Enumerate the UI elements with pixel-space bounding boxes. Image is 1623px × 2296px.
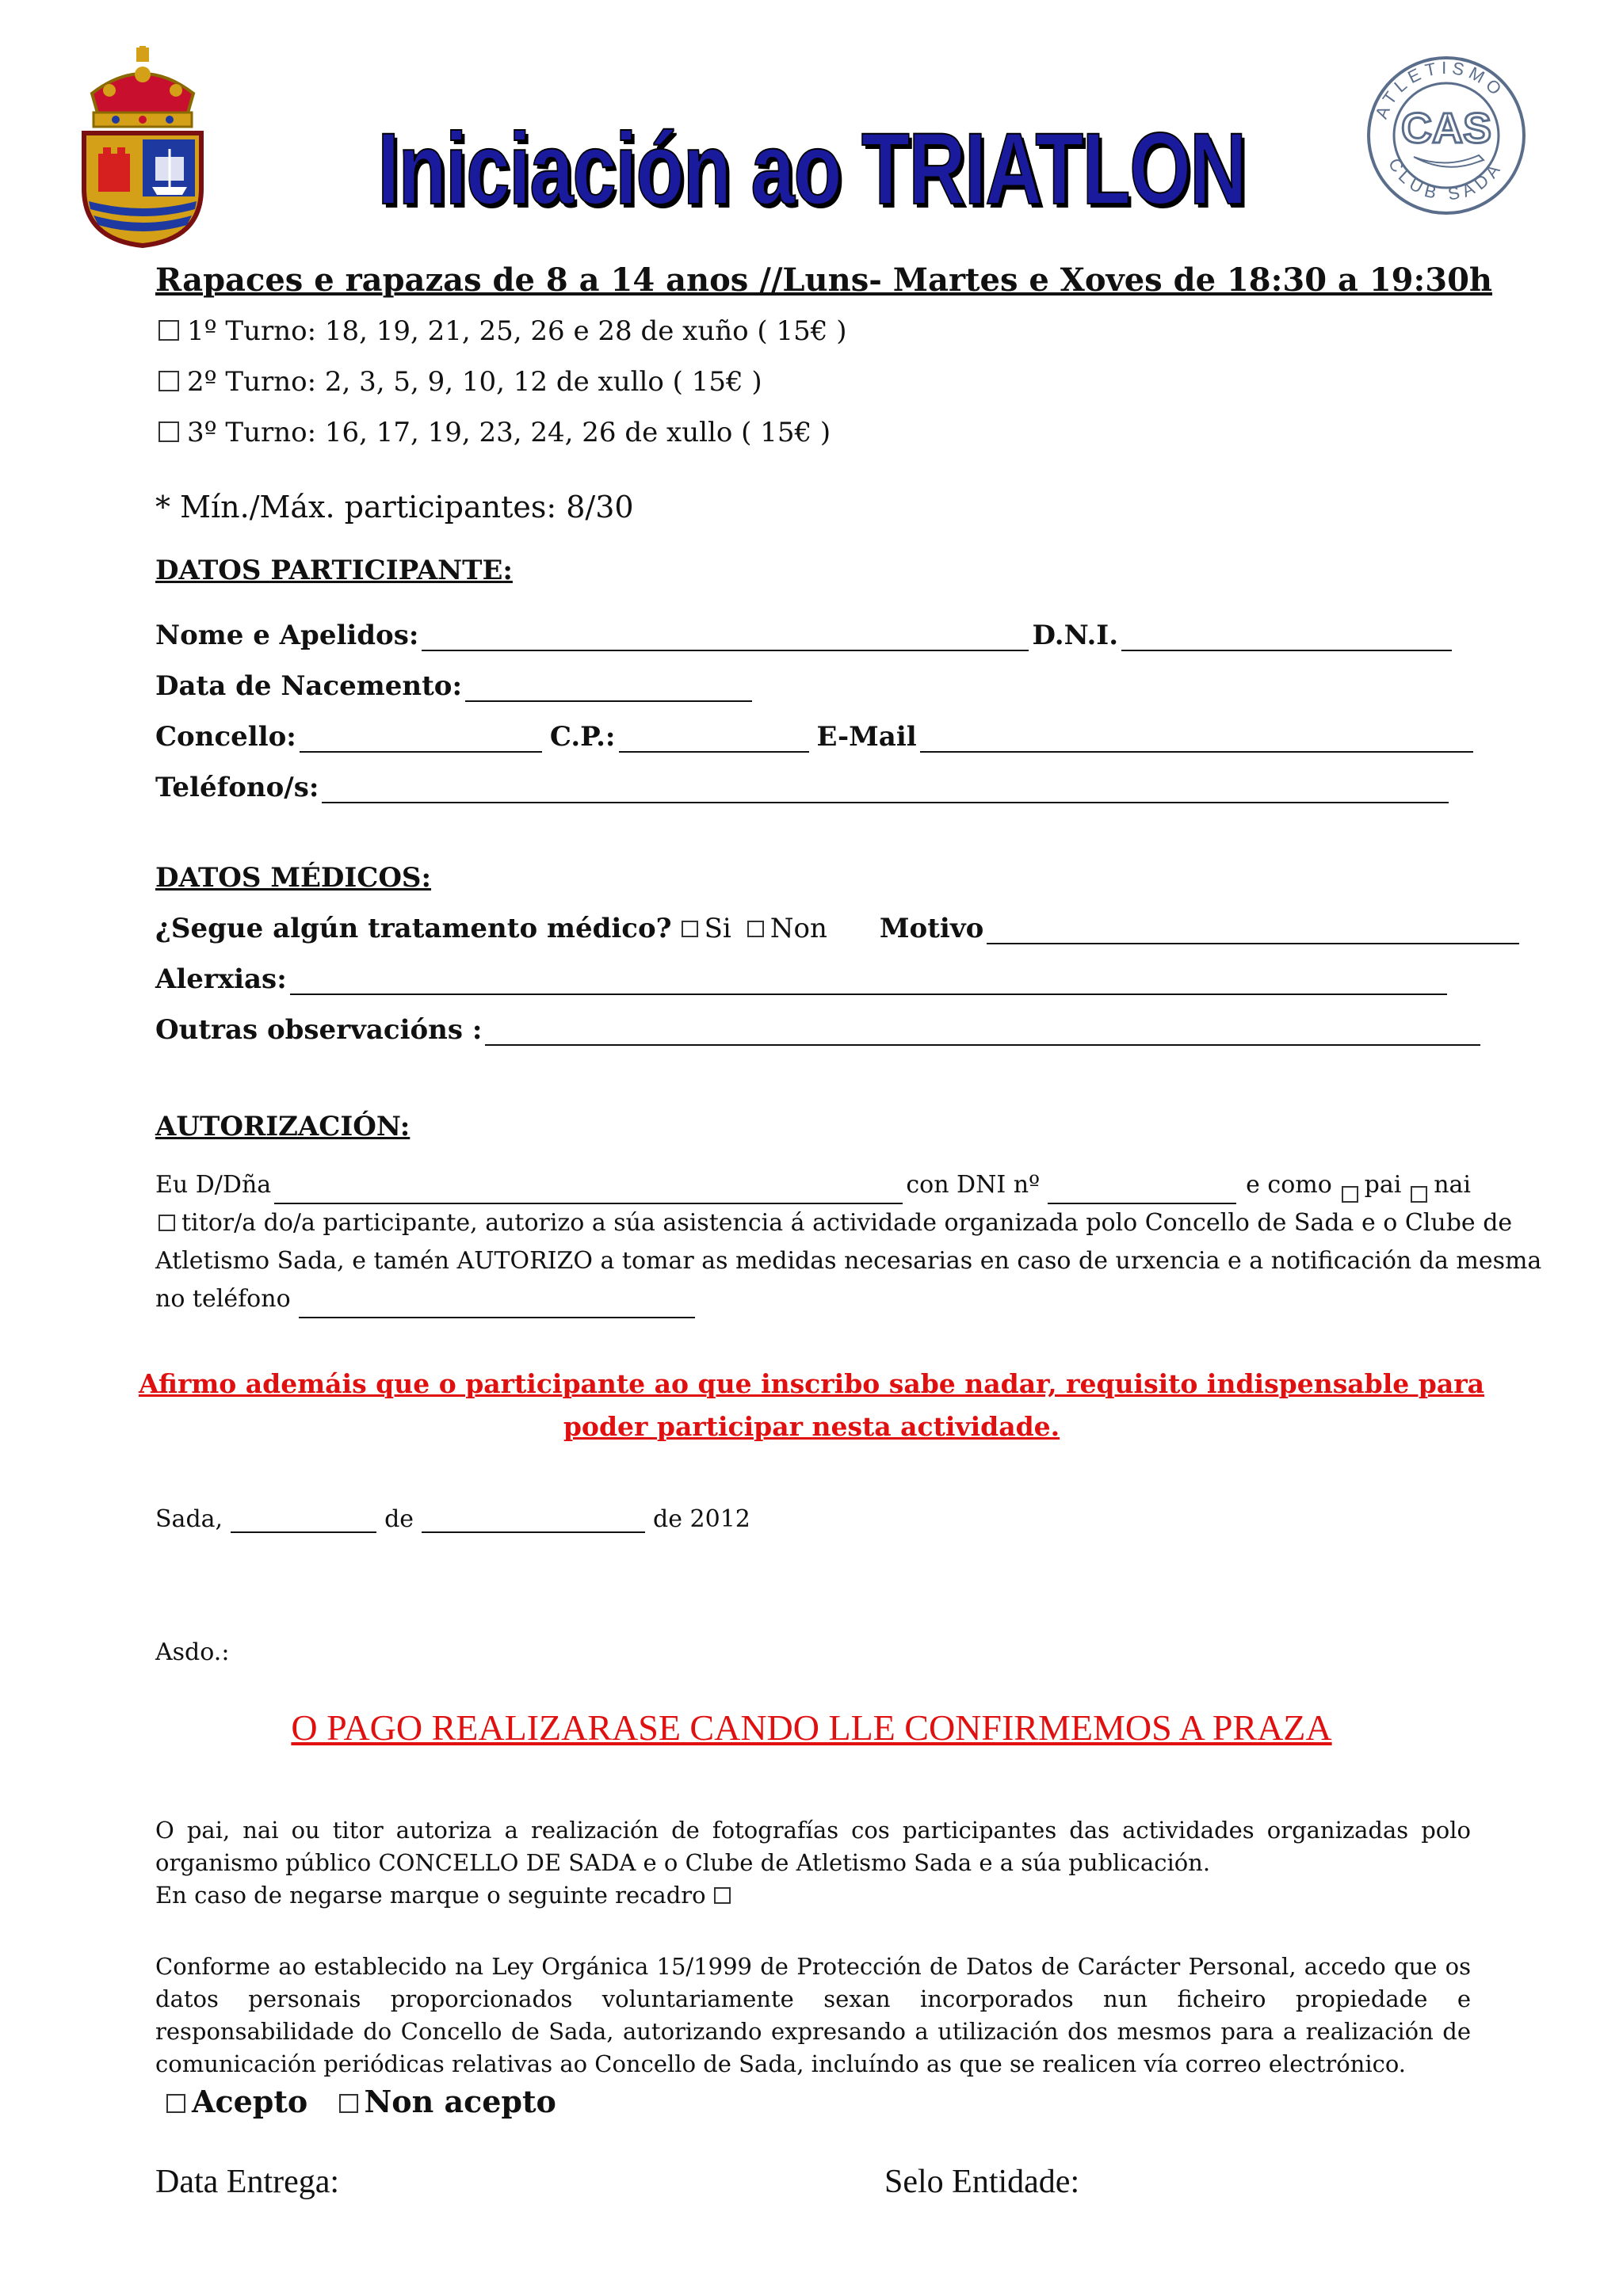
club-logo-icon <box>1365 54 1528 217</box>
reason-label: Motivo <box>879 913 984 944</box>
allergies-row <box>155 963 1450 995</box>
treatment-yes-checkbox[interactable] <box>682 921 698 937</box>
date-line <box>155 1505 750 1533</box>
name-label: Nome e Apelidos: <box>155 620 419 651</box>
guardian-name-label: Eu D/Dña <box>155 1171 272 1199</box>
photo-refuse-checkbox[interactable] <box>714 1887 731 1904</box>
swim-notice <box>0 1363 1623 1448</box>
turn-3-label: 3º Turno: 16, 17, 19, 23, 24, 26 de xullo ( 15€ ) <box>187 417 831 448</box>
other-field[interactable] <box>485 1020 1480 1046</box>
club-logo-top-text: ATLETISMO <box>1371 57 1509 122</box>
turn-3-checkbox[interactable] <box>158 421 179 442</box>
allergies-field[interactable] <box>290 970 1447 995</box>
turn-1-checkbox[interactable] <box>158 320 179 341</box>
age-schedule-line: Rapaces e rapazas de 8 a 14 anos //Luns- Martes e Xoves de 18:30 a 19:30h <box>155 261 1493 299</box>
date-de-label: de <box>384 1505 414 1533</box>
pai-checkbox[interactable] <box>1342 1186 1358 1203</box>
treatment-yes-label: Si <box>704 913 731 944</box>
reason-field[interactable] <box>987 919 1519 944</box>
turn-2-checkbox[interactable] <box>158 371 179 391</box>
phone-field[interactable] <box>322 778 1449 803</box>
payment-notice: O PAGO REALIZARASE CANDO LLE CONFIRMEMOS A PRAZA <box>291 1707 1332 1748</box>
cp-field[interactable] <box>619 727 809 753</box>
treatment-no-label: Non <box>769 913 827 944</box>
birth-field[interactable] <box>465 677 752 702</box>
birth-row <box>155 670 755 702</box>
authorization-line-2: titor/a do/a participante, autorizo a súa asistencia á actividade organizada polo Concello de Sada e o Clube de <box>181 1209 1513 1237</box>
como-label: e como <box>1246 1171 1332 1199</box>
name-field[interactable] <box>422 626 1029 651</box>
name-row <box>155 620 1455 651</box>
titor-checkbox[interactable] <box>158 1215 175 1231</box>
turn-2-label: 2º Turno: 2, 3, 5, 9, 10, 12 de xullo ( 15€ ) <box>187 366 762 398</box>
reject-label: Non acepto <box>364 2084 556 2119</box>
phone-label: Teléfono/s: <box>155 772 319 803</box>
address-row <box>155 721 1476 753</box>
guardian-dni-field[interactable] <box>1048 1182 1236 1204</box>
swim-notice-line-2: poder participar nesta actividade. <box>563 1411 1060 1442</box>
accept-checkbox[interactable] <box>166 2094 185 2113</box>
guardian-name-field[interactable] <box>274 1182 903 1204</box>
date-year-label: de 2012 <box>653 1505 750 1533</box>
treatment-no-checkbox[interactable] <box>747 921 764 937</box>
delivery-date-label: Data Entrega: <box>155 2164 340 2200</box>
other-label: Outras observacións : <box>155 1014 483 1046</box>
stamp-label: Selo Entidade: <box>884 2164 1080 2200</box>
page-title: Iniciación ao TRIATLON <box>377 113 1246 226</box>
authorization-phone-field[interactable] <box>299 1296 695 1318</box>
accept-label: Acepto <box>192 2084 308 2119</box>
email-field[interactable] <box>920 727 1473 753</box>
birth-label: Data de Nacemento: <box>155 670 463 702</box>
photo-consent-text: O pai, nai ou titor autoriza a realización de fotografías cos participantes das actividades organizadas polo organismo público CONCELLO DE SADA e o Clube de Atletismo Sada e a súa publicación. <box>155 1817 1471 1876</box>
authorization-line-3: Atletismo Sada, e tamén AUTORIZO a tomar as medidas necesarias en caso de urxencia e a notificación da mesma <box>155 1247 1542 1275</box>
reject-checkbox[interactable] <box>339 2094 358 2113</box>
other-row <box>155 1014 1484 1046</box>
allergies-label: Alerxias: <box>155 963 287 995</box>
concello-field[interactable] <box>300 727 542 753</box>
photo-consent <box>155 1814 1471 1912</box>
data-protection-text: Conforme ao establecido na Ley Orgánica 15/1999 de Protección de Datos de Carácter Personal, accedo que os datos personais proporcionados voluntariamente sexan incorporados nun ficheiro propiedade e responsabilidade do Concello de Sada, autorizando expresando a utilización dos mesmos para a realización de comunicación periódicas relativas ao Concello de Sada, incluíndo as que se realicen vía correo electrónico. <box>155 1953 1471 2077</box>
treatment-row <box>155 913 1522 944</box>
club-logo-monogram: CAS <box>1400 105 1492 152</box>
cp-label: C.P.: <box>549 721 616 753</box>
email-label: E-Mail <box>816 721 917 753</box>
turn-3-option[interactable] <box>155 417 831 448</box>
photo-refuse-label: En caso de negarse marque o seguinte recadro <box>155 1882 706 1909</box>
concello-label: Concello: <box>155 721 296 753</box>
pai-label: pai <box>1364 1171 1402 1199</box>
authorization-heading: AUTORIZACIÓN: <box>155 1111 411 1142</box>
medical-heading: DATOS MÉDICOS: <box>155 862 432 894</box>
authorization-phone-label: no teléfono <box>155 1285 291 1313</box>
swim-notice-line-1: Afirmo ademáis que o participante ao que inscribo sabe nadar, requisito indispensable para <box>138 1368 1484 1399</box>
date-place-label: Sada, <box>155 1505 223 1533</box>
guardian-dni-label: con DNI nº <box>906 1171 1041 1199</box>
svg-text:CLUB SADA <box>1384 154 1507 204</box>
dni-field[interactable] <box>1121 626 1452 651</box>
date-month-field[interactable] <box>422 1511 645 1533</box>
treatment-label: ¿Segue algún tratamento médico? <box>155 913 672 944</box>
participants-note: * Mín./Máx. participantes: 8/30 <box>155 490 634 524</box>
phone-row <box>155 772 1452 803</box>
nai-label: nai <box>1434 1171 1471 1199</box>
nai-checkbox[interactable] <box>1411 1186 1427 1203</box>
date-day-field[interactable] <box>231 1511 376 1533</box>
signature-label: Asdo.: <box>155 1638 230 1666</box>
turn-2-option[interactable] <box>155 366 762 398</box>
turn-1-label: 1º Turno: 18, 19, 21, 25, 26 e 28 de xuño ( 15€ ) <box>187 315 847 347</box>
consent-options <box>163 2084 556 2119</box>
club-logo-bottom-text: CLUB SADA <box>1384 154 1507 204</box>
participant-heading: DATOS PARTICIPANTE: <box>155 555 513 586</box>
turn-1-option[interactable] <box>155 315 846 347</box>
authorization-text <box>155 1166 1542 1318</box>
dni-label: D.N.I. <box>1032 620 1119 651</box>
